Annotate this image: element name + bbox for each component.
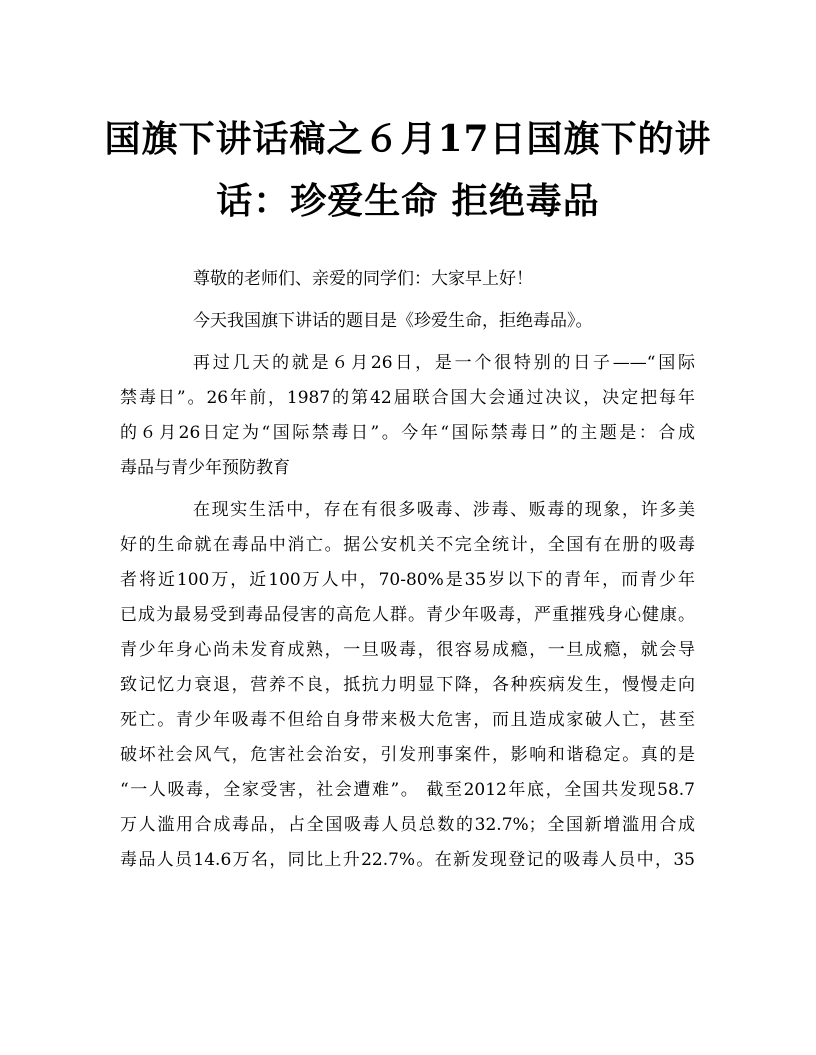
paragraph-line: 再过几天的就是６月26日，是一个很特别的日子——“国际: [193, 353, 695, 373]
paragraph-line: “一人吸毒，全家受害，社会遭难”。 截至2012年底，全国共发现58.7: [120, 780, 695, 800]
paragraph-line: 的６月26日定为“国际禁毒日”。今年“国际禁毒日”的主题是：合成: [120, 423, 695, 443]
paragraph-line: 尊敬的老师们、亲爱的同学们：大家早上好！: [193, 269, 533, 289]
paragraph-line: 好的生命就在毒品中消亡。据公安机关不完全统计，全国有在册的吸毒: [120, 535, 695, 555]
paragraph-line: 致记忆力衰退，营养不良，抵抗力明显下降，各种疾病发生，慢慢走向: [120, 675, 695, 695]
paragraph-line: 者将近100万，近100万人中，70-80%是35岁以下的青年，而青少年: [120, 570, 695, 590]
document-title: [100, 108, 716, 232]
paragraph-line: 今天我国旗下讲话的题目是《珍爱生命，拒绝毒品》。: [193, 311, 593, 331]
paragraph-line: 死亡。青少年吸毒不但给自身带来极大危害，而且造成家破人亡，甚至: [120, 710, 695, 730]
paragraph-line: 破坏社会风气，危害社会治安，引发刑事案件，影响和谐稳定。真的是: [120, 745, 695, 765]
paragraph-line: 毒品人员14.6万名，同比上升22.7%。在新发现登记的吸毒人员中，35: [120, 850, 695, 870]
paragraph-line: 已成为最易受到毒品侵害的高危人群。青少年吸毒，严重摧残身心健康。: [120, 605, 695, 625]
title-line: 话：珍爱生命 拒绝毒品: [216, 180, 600, 222]
title-line: 国旗下讲话稿之６月17日国旗下的讲: [104, 118, 712, 160]
paragraph-line: 禁毒日”。26年前，1987的第42届联合国大会通过决议，决定把每年: [120, 388, 695, 408]
paragraph-line: 在现实生活中，存在有很多吸毒、涉毒、贩毒的现象，许多美: [193, 500, 695, 520]
document-body: [120, 262, 695, 878]
paragraph-line: 毒品与青少年预防教育: [120, 458, 290, 478]
paragraph-line: 万人滥用合成毒品，占全国吸毒人员总数的32.7%；全国新增滥用合成: [120, 815, 695, 835]
paragraph-line: 青少年身心尚未发育成熟，一旦吸毒，很容易成瘾，一旦成瘾，就会导: [120, 640, 695, 660]
